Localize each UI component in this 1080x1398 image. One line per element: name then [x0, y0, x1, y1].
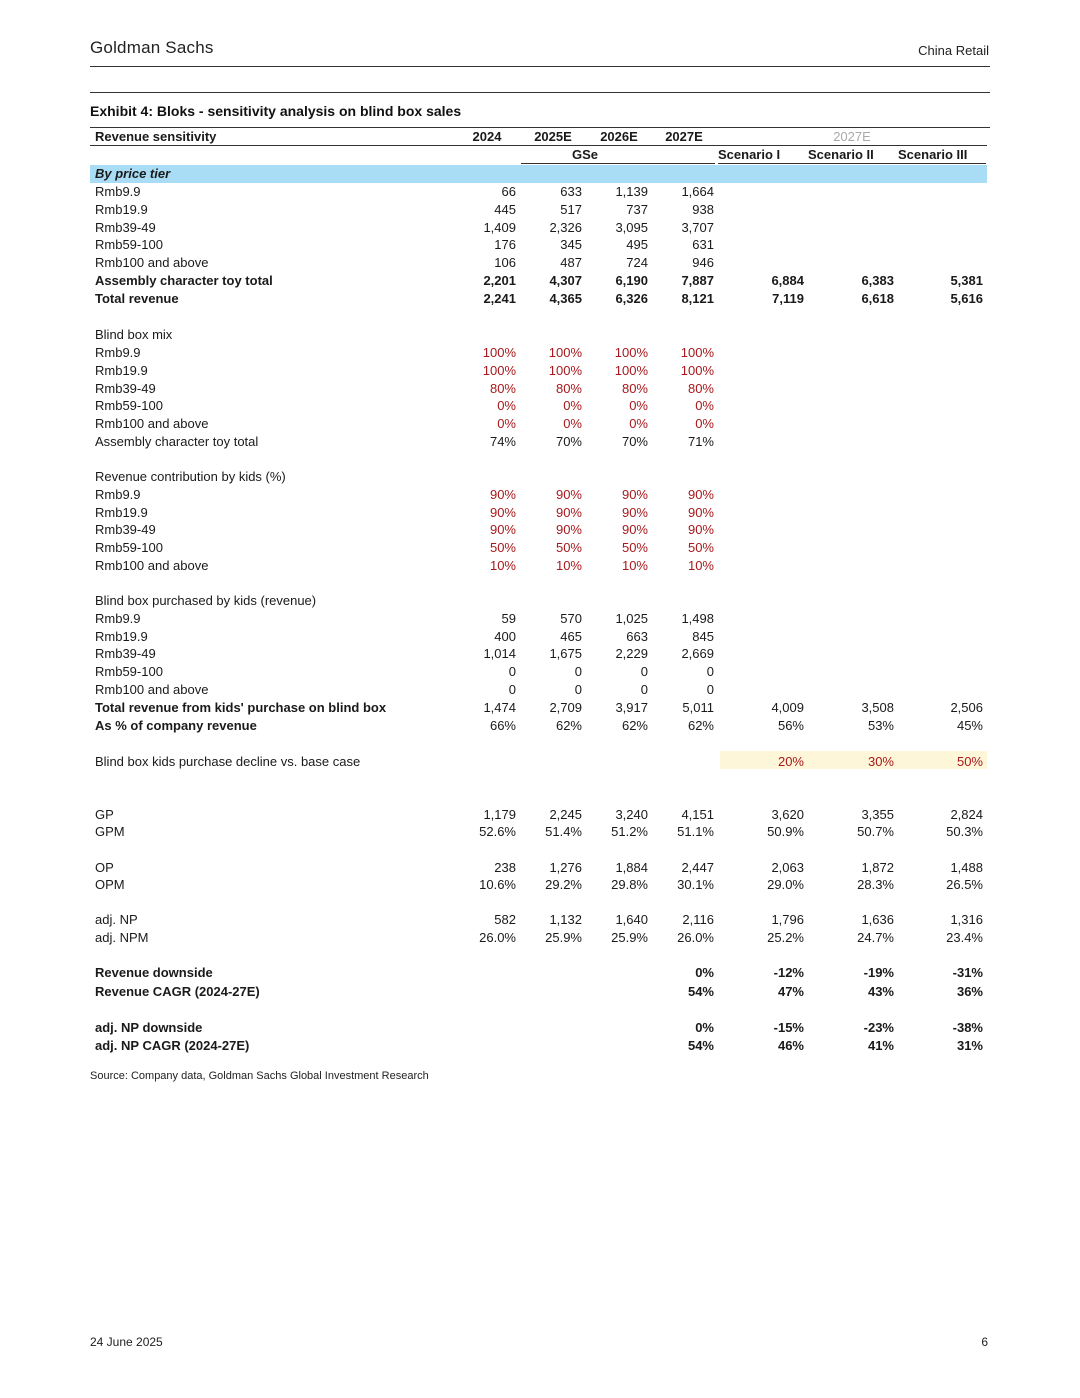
table-cell: 2,229: [615, 646, 648, 661]
table-cell: 0%: [695, 965, 714, 980]
exhibit-title: Exhibit 4: Bloks - sensitivity analysis on blind box sales: [90, 103, 462, 119]
table-cell: -15%: [773, 1020, 804, 1035]
table-cell: 570: [560, 611, 582, 626]
table-cell: 946: [692, 255, 714, 270]
table-cell: 0: [574, 682, 582, 697]
page-header-section: China Retail: [918, 43, 989, 58]
table-cell: 0: [508, 682, 516, 697]
table-cell: 90%: [489, 522, 516, 537]
scenario-header: Scenario II: [808, 147, 874, 162]
table-row: [0, 219, 1080, 237]
table-cell: 23.4%: [946, 930, 983, 945]
corner-label: Revenue sensitivity: [95, 129, 217, 144]
table-row: [0, 859, 1080, 877]
table-cell: 100%: [482, 345, 516, 360]
table-cell: 2,824: [950, 807, 983, 822]
table-cell: 582: [494, 912, 516, 927]
table-row: [0, 592, 1080, 610]
table-cell: 737: [626, 202, 648, 217]
table-cell: 0%: [563, 416, 582, 431]
table-cell: 29.0%: [767, 877, 804, 892]
table-cell: 3,355: [861, 807, 894, 822]
table-cell: 25.9%: [545, 930, 582, 945]
row-label: Rmb9.9: [95, 487, 141, 502]
table-row: [0, 486, 1080, 504]
table-cell: 5,616: [950, 291, 983, 306]
table-cell: 52.6%: [479, 824, 516, 839]
table-header-row: [0, 128, 1080, 146]
table-cell: 50.3%: [946, 824, 983, 839]
table-cell: 51.2%: [611, 824, 648, 839]
table-row: [0, 468, 1080, 486]
table-row: [0, 681, 1080, 699]
table-cell: 2,063: [771, 860, 804, 875]
table-cell: 90%: [621, 487, 648, 502]
table-row: [0, 254, 1080, 272]
table-cell: 46%: [777, 1038, 804, 1053]
table-cell: 50%: [555, 540, 582, 555]
row-label: Rmb9.9: [95, 611, 141, 626]
table-cell: 80%: [687, 381, 714, 396]
table-cell: 1,474: [483, 700, 516, 715]
table-cell: 1,664: [681, 184, 714, 199]
table-cell: 8,121: [681, 291, 714, 306]
table-subheader-row: [0, 146, 1080, 164]
table-cell: 56%: [777, 718, 804, 733]
row-label: Rmb39-49: [95, 646, 156, 661]
table-cell: 70%: [621, 434, 648, 449]
year-header: 2027E: [665, 129, 703, 144]
table-cell: 59: [501, 611, 516, 626]
row-label: Rmb100 and above: [95, 255, 209, 270]
table-cell: 26.0%: [677, 930, 714, 945]
table-cell: 80%: [489, 381, 516, 396]
row-label: Rmb59-100: [95, 237, 163, 252]
table-cell: 6,190: [615, 273, 648, 288]
table-row: [0, 753, 1080, 771]
row-label: adj. NP downside: [95, 1020, 203, 1035]
table-cell: 1,025: [615, 611, 648, 626]
table-cell: 0%: [695, 416, 714, 431]
table-cell: 31%: [956, 1038, 983, 1053]
row-label: Rmb100 and above: [95, 558, 209, 573]
table-cell: 495: [626, 237, 648, 252]
table-cell: 0%: [695, 1020, 714, 1035]
table-cell: 5,011: [682, 700, 714, 715]
table-cell: 100%: [482, 363, 516, 378]
table-cell: 663: [626, 629, 648, 644]
table-row: [0, 806, 1080, 824]
table-cell: 1,498: [681, 611, 714, 626]
table-cell: 517: [560, 202, 582, 217]
table-row: [0, 717, 1080, 735]
table-cell: 0%: [563, 398, 582, 413]
table-cell: 2,241: [483, 291, 516, 306]
table-cell: 6,326: [615, 291, 648, 306]
table-row: [0, 557, 1080, 575]
table-cell: 465: [560, 629, 582, 644]
table-cell: 4,365: [549, 291, 582, 306]
table-cell: 0%: [695, 398, 714, 413]
row-label: Rmb19.9: [95, 629, 148, 644]
gse-underline: [521, 163, 715, 164]
price-tier-label: By price tier: [95, 166, 171, 181]
table-cell: 100%: [614, 363, 648, 378]
table-cell: 6,884: [771, 273, 804, 288]
table-cell: -38%: [952, 1020, 983, 1035]
table-cell: 90%: [555, 522, 582, 537]
table-cell: 2,201: [483, 273, 516, 288]
row-label: Rmb19.9: [95, 363, 148, 378]
table-cell: 0%: [629, 416, 648, 431]
row-label: Blind box kids purchase decline vs. base case: [95, 754, 361, 769]
table-cell: 10%: [489, 558, 516, 573]
table-cell: 90%: [621, 522, 648, 537]
table-cell: 100%: [680, 345, 714, 360]
row-label: Rmb39-49: [95, 381, 156, 396]
table-cell: 53%: [867, 718, 894, 733]
table-cell: 100%: [548, 363, 582, 378]
row-label: Rmb100 and above: [95, 416, 209, 431]
table-cell: 0: [640, 682, 648, 697]
table-row: [0, 964, 1080, 982]
table-cell: 90%: [687, 505, 714, 520]
table-cell: 2,116: [682, 912, 714, 927]
table-cell: 50%: [489, 540, 516, 555]
row-label: Rmb19.9: [95, 202, 148, 217]
row-label: adj. NP CAGR (2024-27E): [95, 1038, 250, 1053]
table-cell: 50.7%: [857, 824, 894, 839]
table-cell: 1,796: [771, 912, 804, 927]
table-row: [0, 1037, 1080, 1055]
table-cell: -12%: [773, 965, 804, 980]
table-cell: 47%: [777, 984, 804, 999]
table-cell: 30.1%: [677, 877, 714, 892]
table-cell: 3,917: [615, 700, 648, 715]
row-label: adj. NPM: [95, 930, 149, 945]
table-row: [0, 236, 1080, 254]
table-cell: 4,307: [549, 273, 582, 288]
table-cell: -23%: [863, 1020, 894, 1035]
scenario-header: Scenario I: [718, 147, 781, 162]
table-row: [0, 183, 1080, 201]
table-cell: 3,707: [681, 220, 714, 235]
table-cell: 6,383: [861, 273, 894, 288]
table-cell: 25.9%: [611, 930, 648, 945]
table-row: [0, 876, 1080, 894]
table-cell: 1,276: [549, 860, 582, 875]
table-row: [0, 645, 1080, 663]
table-cell: 62%: [687, 718, 714, 733]
table-cell: 100%: [680, 363, 714, 378]
table-cell: 100%: [548, 345, 582, 360]
table-cell: 90%: [621, 505, 648, 520]
row-label: OP: [95, 860, 114, 875]
table-cell: 0%: [497, 416, 516, 431]
table-cell: 29.8%: [611, 877, 648, 892]
table-cell: 5,381: [950, 273, 983, 288]
year-header: 2026E: [600, 129, 638, 144]
table-cell: 2,506: [950, 700, 983, 715]
table-cell: 1,316: [950, 912, 983, 927]
table-cell: -31%: [952, 965, 983, 980]
row-label: Rmb59-100: [95, 664, 163, 679]
table-row: [0, 823, 1080, 841]
table-cell: 26.0%: [479, 930, 516, 945]
row-label: Rmb39-49: [95, 522, 156, 537]
table-cell: 0%: [629, 398, 648, 413]
table-cell: 3,095: [615, 220, 648, 235]
table-cell: 631: [692, 237, 714, 252]
table-cell: 54%: [687, 1038, 714, 1053]
table-row: [0, 380, 1080, 398]
table-cell: 30%: [867, 754, 894, 769]
table-cell: 80%: [555, 381, 582, 396]
row-label: GPM: [95, 824, 125, 839]
scenario-underline: [718, 163, 986, 164]
row-label: Total revenue from kids' purchase on blind box: [95, 700, 387, 715]
row-label: Revenue CAGR (2024-27E): [95, 984, 260, 999]
table-row: [0, 610, 1080, 628]
table-cell: 3,508: [861, 700, 894, 715]
table-cell: 345: [560, 237, 582, 252]
table-cell: 1,132: [549, 912, 582, 927]
table-cell: 50%: [956, 754, 983, 769]
table-row: [0, 983, 1080, 1001]
table-cell: 938: [692, 202, 714, 217]
table-cell: 10%: [687, 558, 714, 573]
table-cell: 176: [494, 237, 516, 252]
table-cell: 0: [508, 664, 516, 679]
table-cell: 54%: [687, 984, 714, 999]
table-cell: 25.2%: [767, 930, 804, 945]
table-cell: 28.3%: [857, 877, 894, 892]
table-cell: 90%: [555, 487, 582, 502]
table-cell: 70%: [555, 434, 582, 449]
row-label: Blind box purchased by kids (revenue): [95, 593, 317, 608]
year-header: 2024: [472, 129, 502, 144]
table-cell: 90%: [489, 487, 516, 502]
row-label: adj. NP: [95, 912, 138, 927]
table-cell: 6,618: [861, 291, 894, 306]
table-cell: 2,447: [681, 860, 714, 875]
table-row: [0, 326, 1080, 344]
table-cell: 633: [560, 184, 582, 199]
table-cell: 2,709: [549, 700, 582, 715]
table-row: [0, 272, 1080, 290]
table-cell: -19%: [863, 965, 894, 980]
table-cell: 45%: [956, 718, 983, 733]
table-cell: 0: [640, 664, 648, 679]
gse-label: GSe: [571, 147, 598, 162]
year-header: 2025E: [534, 129, 572, 144]
row-label: GP: [95, 807, 114, 822]
table-cell: 90%: [489, 505, 516, 520]
table-cell: 7,119: [772, 291, 804, 306]
table-cell: 1,636: [861, 912, 894, 927]
row-label: Revenue downside: [95, 965, 213, 980]
table-cell: 724: [626, 255, 648, 270]
table-cell: 62%: [555, 718, 582, 733]
table-cell: 90%: [687, 522, 714, 537]
row-label: Rmb9.9: [95, 184, 141, 199]
row-label: Rmb100 and above: [95, 682, 209, 697]
page-header-brand: Goldman Sachs: [90, 38, 214, 57]
table-cell: 4,009: [771, 700, 804, 715]
table-cell: 26.5%: [946, 877, 983, 892]
table-cell: 24.7%: [857, 930, 894, 945]
table-cell: 90%: [555, 505, 582, 520]
table-cell: 1,179: [483, 807, 516, 822]
table-row: [0, 504, 1080, 522]
table-cell: 10%: [621, 558, 648, 573]
table-cell: 100%: [614, 345, 648, 360]
table-cell: 51.1%: [677, 824, 714, 839]
table-cell: 1,872: [861, 860, 894, 875]
table-cell: 1,488: [950, 860, 983, 875]
table-cell: 0%: [497, 398, 516, 413]
price-tier-header: [0, 165, 1080, 183]
table-cell: 487: [560, 255, 582, 270]
row-label: Assembly character toy total: [95, 434, 259, 449]
table-cell: 1,409: [483, 220, 516, 235]
table-cell: 74%: [489, 434, 516, 449]
table-row: [0, 521, 1080, 539]
table-row: [0, 397, 1080, 415]
table-row: [0, 433, 1080, 451]
table-cell: 51.4%: [545, 824, 582, 839]
table-cell: 0: [706, 682, 714, 697]
table-cell: 50%: [687, 540, 714, 555]
table-cell: 238: [494, 860, 516, 875]
table-row: [0, 699, 1080, 717]
row-label: Revenue contribution by kids (%): [95, 469, 286, 484]
table-cell: 1,139: [615, 184, 648, 199]
row-label: Total revenue: [95, 291, 179, 306]
page-number: 6: [981, 1335, 988, 1349]
row-label: Assembly character toy total: [95, 273, 273, 288]
table-cell: 41%: [867, 1038, 894, 1053]
table-cell: 29.2%: [545, 877, 582, 892]
table-cell: 50.9%: [767, 824, 804, 839]
table-row: [0, 344, 1080, 362]
row-label: OPM: [95, 877, 125, 892]
row-label: Rmb59-100: [95, 540, 163, 555]
scenario-header: Scenario III: [898, 147, 968, 162]
table-cell: 3,620: [771, 807, 804, 822]
table-cell: 10%: [555, 558, 582, 573]
table-cell: 7,887: [681, 273, 714, 288]
table-cell: 66%: [489, 718, 516, 733]
table-cell: 0: [706, 664, 714, 679]
table-cell: 1,014: [483, 646, 516, 661]
table-cell: 90%: [687, 487, 714, 502]
row-label: Blind box mix: [95, 327, 173, 342]
row-label: Rmb59-100: [95, 398, 163, 413]
table-cell: 50%: [621, 540, 648, 555]
row-label: Rmb9.9: [95, 345, 141, 360]
table-row: [0, 362, 1080, 380]
table-cell: 71%: [687, 434, 714, 449]
table-row: [0, 539, 1080, 557]
table-row: [0, 663, 1080, 681]
table-cell: 0: [574, 664, 582, 679]
row-label: Rmb39-49: [95, 220, 156, 235]
table-row: [0, 1019, 1080, 1037]
table-cell: 80%: [621, 381, 648, 396]
source-note: Source: Company data, Goldman Sachs Global Investment Research: [90, 1070, 429, 1082]
table-cell: 36%: [956, 984, 983, 999]
table-cell: 4,151: [681, 807, 714, 822]
table-row: [0, 415, 1080, 433]
row-label: As % of company revenue: [95, 718, 257, 733]
table-cell: 2,245: [549, 807, 582, 822]
table-row: [0, 201, 1080, 219]
table-cell: 400: [494, 629, 516, 644]
table-row: [0, 290, 1080, 308]
footer-date: 24 June 2025: [90, 1335, 163, 1349]
table-cell: 845: [692, 629, 714, 644]
scenario-year-header: 2027E: [833, 129, 871, 144]
table-cell: 43%: [867, 984, 894, 999]
table-cell: 1,640: [615, 912, 648, 927]
row-label: Rmb19.9: [95, 505, 148, 520]
table-row: [0, 929, 1080, 947]
table-cell: 1,884: [615, 860, 648, 875]
table-cell: 66: [501, 184, 516, 199]
table-cell: 10.6%: [479, 877, 516, 892]
table-cell: 1,675: [549, 646, 582, 661]
table-cell: 20%: [777, 754, 804, 769]
table-cell: 2,669: [681, 646, 714, 661]
table-cell: 106: [494, 255, 516, 270]
table-cell: 3,240: [615, 807, 648, 822]
table-cell: 2,326: [549, 220, 582, 235]
table-row: [0, 911, 1080, 929]
table-row: [0, 628, 1080, 646]
table-cell: 62%: [621, 718, 648, 733]
table-cell: 445: [494, 202, 516, 217]
